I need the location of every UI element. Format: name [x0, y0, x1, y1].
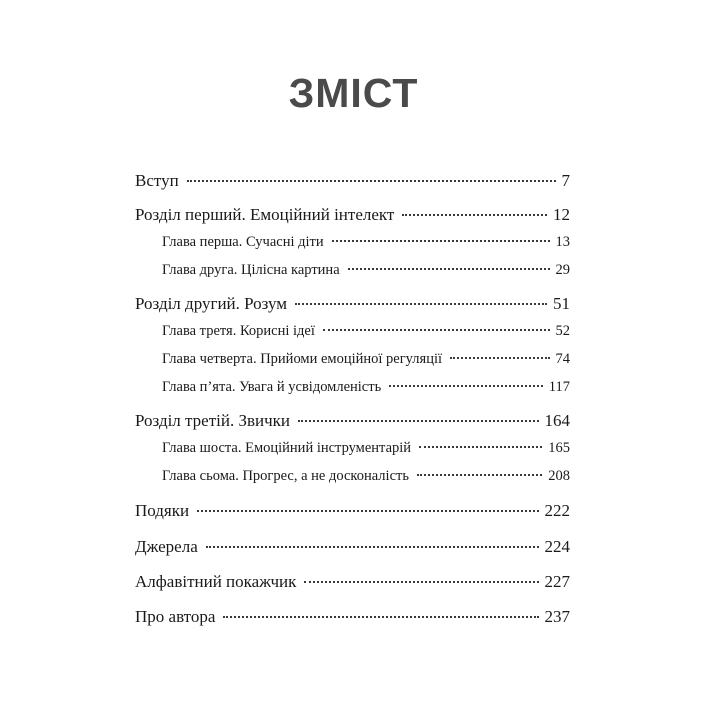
toc-entry-chapter-4[interactable]	[162, 351, 570, 368]
toc-entry-label: Алфавітний покажчик	[135, 572, 297, 591]
toc-entry-acknowledgements[interactable]	[135, 501, 570, 521]
dot-leader	[187, 180, 556, 182]
toc-entry-page: 237	[544, 607, 570, 626]
toc-entry-about-author[interactable]	[135, 607, 570, 627]
toc-entry-label: Джерела	[135, 537, 198, 556]
toc-entry-introduction[interactable]	[135, 171, 570, 191]
toc-entry-page: 7	[561, 171, 570, 190]
dot-leader	[402, 214, 547, 216]
toc-entry-label: Глава перша. Сучасні діти	[162, 234, 324, 250]
toc-entry-page: 117	[548, 379, 570, 395]
toc-entry-label: Розділ третій. Звички	[135, 411, 291, 430]
dot-leader	[417, 474, 542, 476]
page-title: ЗМІСТ	[288, 70, 419, 116]
toc-entry-page: 222	[544, 501, 570, 520]
toc-entry-label: Подяки	[135, 501, 190, 520]
dot-leader	[389, 385, 543, 387]
toc-entry-chapter-5[interactable]	[162, 379, 570, 396]
dot-leader	[206, 546, 539, 548]
toc-entry-chapter-3[interactable]	[162, 323, 570, 340]
toc-entry-page: 165	[548, 440, 570, 456]
toc-entry-page: 227	[544, 572, 570, 591]
toc-entry-index[interactable]	[135, 572, 570, 592]
toc-entry-label: Розділ другий. Розум	[135, 294, 288, 313]
dot-leader	[332, 240, 550, 242]
toc-entry-label: Про автора	[135, 607, 216, 626]
toc-entry-page: 164	[544, 411, 570, 430]
toc-entry-chapter-7[interactable]	[162, 468, 570, 485]
dot-leader	[298, 420, 538, 422]
toc-entry-page: 208	[548, 468, 570, 484]
toc-entry-label: Глава четверта. Прийоми емоційної регуляції	[162, 351, 443, 367]
toc-entry-page: 29	[555, 262, 570, 278]
toc-entry-chapter-6[interactable]	[162, 440, 570, 457]
toc-entry-part-3[interactable]	[135, 411, 570, 431]
dot-leader	[197, 510, 538, 512]
toc-entry-label: Глава п’ята. Увага й усвідомленість	[162, 379, 382, 395]
toc-entry-label: Глава сьома. Прогрес, а не досконалість	[162, 468, 409, 484]
toc-entry-chapter-1[interactable]	[162, 234, 570, 251]
dot-leader	[223, 616, 538, 618]
toc-entry-label: Глава третя. Корисні ідеї	[162, 323, 315, 339]
toc-entry-page: 52	[555, 323, 570, 339]
toc-entry-page: 74	[555, 351, 570, 367]
toc-entry-sources[interactable]	[135, 537, 570, 557]
toc-entry-page: 13	[555, 234, 570, 250]
dot-leader	[295, 303, 547, 305]
dot-leader	[348, 268, 550, 270]
toc-entry-page: 224	[544, 537, 570, 556]
toc-entry-label: Вступ	[135, 171, 179, 190]
toc-entry-part-2[interactable]	[135, 294, 570, 314]
toc-entry-label: Глава друга. Цілісна картина	[162, 262, 340, 278]
toc-entry-chapter-2[interactable]	[162, 262, 570, 279]
toc-entry-page: 51	[553, 294, 570, 313]
toc-entry-label: Глава шоста. Емоційний інструментарій	[162, 440, 412, 456]
dot-leader	[323, 329, 550, 331]
dot-leader	[450, 357, 549, 359]
toc-entry-part-1[interactable]	[135, 205, 570, 225]
toc-entry-label: Розділ перший. Емоційний інтелект	[135, 205, 395, 224]
dot-leader	[304, 581, 538, 583]
toc-entry-page: 12	[553, 205, 570, 224]
dot-leader	[419, 446, 542, 448]
